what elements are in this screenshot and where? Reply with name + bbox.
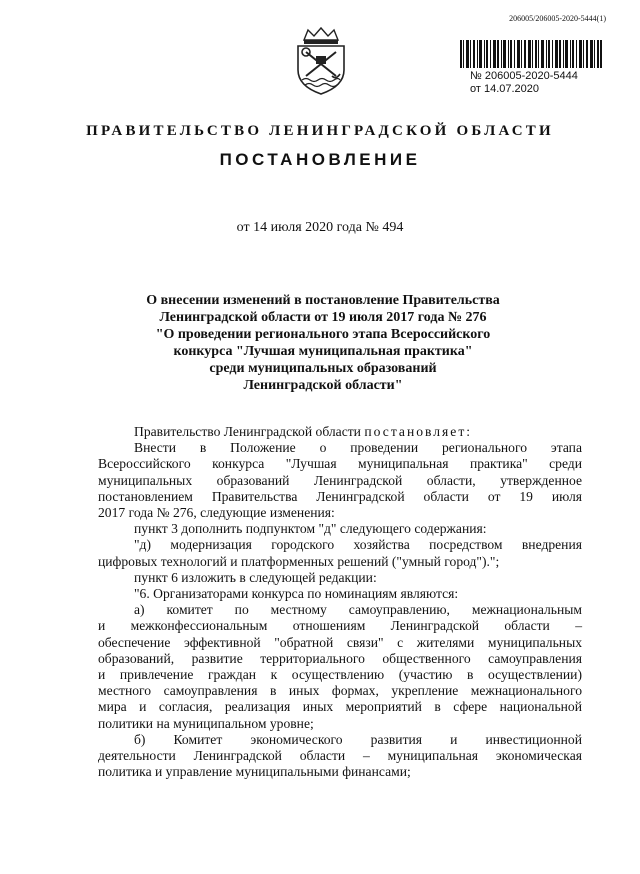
subject-line: Ленинградской области от 19 июля 2017 года № 276 — [159, 310, 487, 325]
body-line: деятельности Ленинградской области – муниципальная экономическая — [98, 748, 582, 764]
body-line: Всероссийского конкурса "Лучшая муниципальная практика" среди — [98, 456, 582, 472]
registration-code: 206005/206005-2020-5444(1) — [509, 14, 606, 23]
body-line: муниципальных образований Ленинградской области, утвержденное — [98, 472, 582, 488]
registration-date: от 14.07.2020 — [470, 83, 540, 95]
barcode — [460, 40, 602, 68]
body-line: 2017 года № 276, следующие изменения: — [98, 505, 335, 521]
body-line: мира и согласия, реализация иных мероприятий в сфере национальной — [98, 699, 582, 715]
body-line: пункт 3 дополнить подпунктом "д" следующего содержания: — [134, 521, 487, 537]
document-date: от 14 июля 2020 года № 494 — [236, 220, 404, 235]
body-line: б) Комитет экономического развития и инвестиционной — [134, 731, 582, 747]
body-line: Внести в Положение о проведении регионального этапа — [134, 440, 582, 456]
document-body — [98, 424, 582, 780]
body-line: политики на муниципальном уровне; — [98, 715, 314, 731]
body-line: цифровых технологий и платформенных решений ("умный город")."; — [98, 553, 500, 569]
body-line: постановлением Правительства Ленинградской области от 19 июля — [98, 488, 582, 504]
registration-stamp — [470, 70, 578, 96]
document-subject — [140, 292, 506, 394]
body-line: местного самоуправления в иных формах, укрепление межнационального — [98, 683, 582, 699]
government-title: ПРАВИТЕЛЬСТВО ЛЕНИНГРАДСКОЙ ОБЛАСТИ — [86, 123, 554, 139]
body-line: "д) модернизация городского хозяйства посредством внедрения — [134, 537, 582, 553]
intro-prefix: Правительство Ленинградской области — [134, 424, 361, 439]
subject-line: среди муниципальных образований — [209, 361, 437, 376]
coat-of-arms-icon — [292, 26, 350, 96]
subject-line: конкурса "Лучшая муниципальная практика" — [173, 344, 473, 359]
subject-line: О внесении изменений в постановление Правительства — [146, 293, 500, 308]
subject-line: "О проведении регионального этапа Всероссийского — [155, 327, 491, 342]
body-line: пункт 6 изложить в следующей редакции: — [134, 569, 377, 585]
body-line: и привлечение граждан к осуществлению (участию в осуществлении) — [98, 667, 582, 683]
intro-resolves: постановляет: — [364, 424, 473, 439]
body-line: образований, развитие территориального общественного самоуправления — [98, 650, 582, 666]
body-line: "6. Организаторами конкурса по номинациям являются: — [134, 586, 459, 602]
body-intro — [98, 424, 582, 440]
body-line: обеспечение эффективной "обратной связи" с жителями муниципальных — [98, 634, 582, 650]
body-line: а) комитет по местному самоуправлению, межнациональным — [134, 602, 582, 618]
body-line: и межконфессиональным отношениям Ленинградской области – — [98, 618, 582, 634]
body-line: политика и управление муниципальными финансами; — [98, 764, 411, 780]
subject-line: Ленинградской области" — [243, 378, 403, 393]
registration-number: № 206005-2020-5444 — [470, 70, 578, 82]
document-type: ПОСТАНОВЛЕНИЕ — [219, 150, 421, 169]
